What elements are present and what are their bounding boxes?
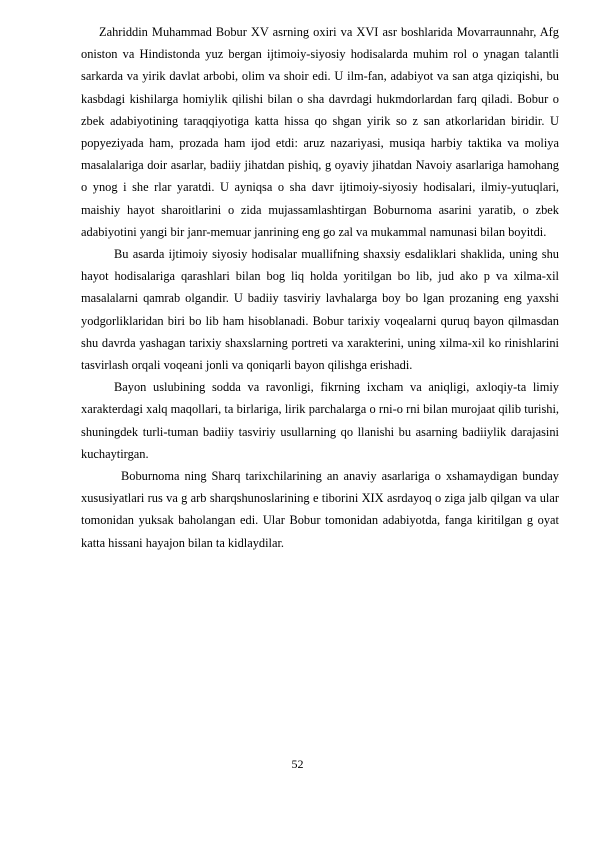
paragraph-baburnoma-content: Bu asarda ijtimoiy siyosiy hodisalar muallifning shaxsiy esdaliklari shaklida, uning shu hayot hodisalariga qarashlari bilan bog liq holda yoritilgan bo lib, jud ako p va xilma-xil masalalarni qamrab olgandir. U badiiy tasviriy lavhalarga boy bo lgan prozaning eng yaxshi yodgorliklaridan biri bo lib ham hisoblanadi. Bobur tarixiy voqealarni quruq bayon qilmasdan shu davrda yashagan tarixiy shaxslarning portreti va xarakterini, uning xilma-xil ko rinishlarini tasvirlash orqali voqeani jonli va qoniqarli bayon qilishga erishadi. [81,247,559,373]
page-number: 52 [291,757,304,771]
paragraph-babur-biography: Zahriddin Muhammad Bobur XV asrning oxiri va XVI asr boshlarida Movarraunnahr, Afg oniston va Hindistonda yuz bergan ijtimoiy-siyosiy hodisalarda muhim rol o ynagan talantli sarkarda va yirik davlat arbobi, olim va shoir edi. U ilm-fan, adabiyot va san atga qiziqishi, bu kasbdagi kishilarga homiylik qilishi bilan o sha davrdagi hukmdorlardan farq qiladi. Bobur o zbek adabiyotining taraqqiyotiga katta hissa qo shgan yirik so z san atkorlaridan biridir. U popyeziyada ham, prozada ham ijod etdi: aruz nazariyasi, musiqa harbiy taktika va moliya masalalariga doir asarlar, badiiy jihatdan pishiq, g oyaviy jihatdan Navoiy asarlariga hamohang o ynog i she rlar yaratdi. U ayniqsa o sha davr ijtimoiy-siyosiy hodisalari, ilmiy-yutuqlari, maishiy hayot sharoitlarini o zida mujassamlashtirgan Boburnoma asarini yaratib, o zbek adabiyotini yangi bir janr-memuar janrining eng go zal va mukammal namunasi bilan boyitdi. [81,25,559,239]
body-text [81,21,559,554]
paragraph-reception: Boburnoma ning Sharq tarixchilarining an anaviy asarlariga o xshamaydigan bunday xususiyatlari rus va g arb sharqshunoslarining e tiborini XIX asrdayoq o ziga jalb qilgan va ular tomonidan yuksak baholangan edi. Ular Bobur tomonidan adabiyotda, fanga kiritilgan g oyat katta hissani hayajon bilan ta kidlaydilar. [81,469,559,550]
paragraph-style: Bayon uslubining sodda va ravonligi, fikrning ixcham va aniqligi, axloqiy-ta limiy xarakterdagi xalq maqollari, ta birlariga, lirik parchalarga o rni-o rni bilan murojaat qilib turishi, shuningdek turli-tuman badiiy tasviriy usullarning qo llanishi bu asarning badiiylik darajasini kuchaytirgan. [81,380,559,461]
